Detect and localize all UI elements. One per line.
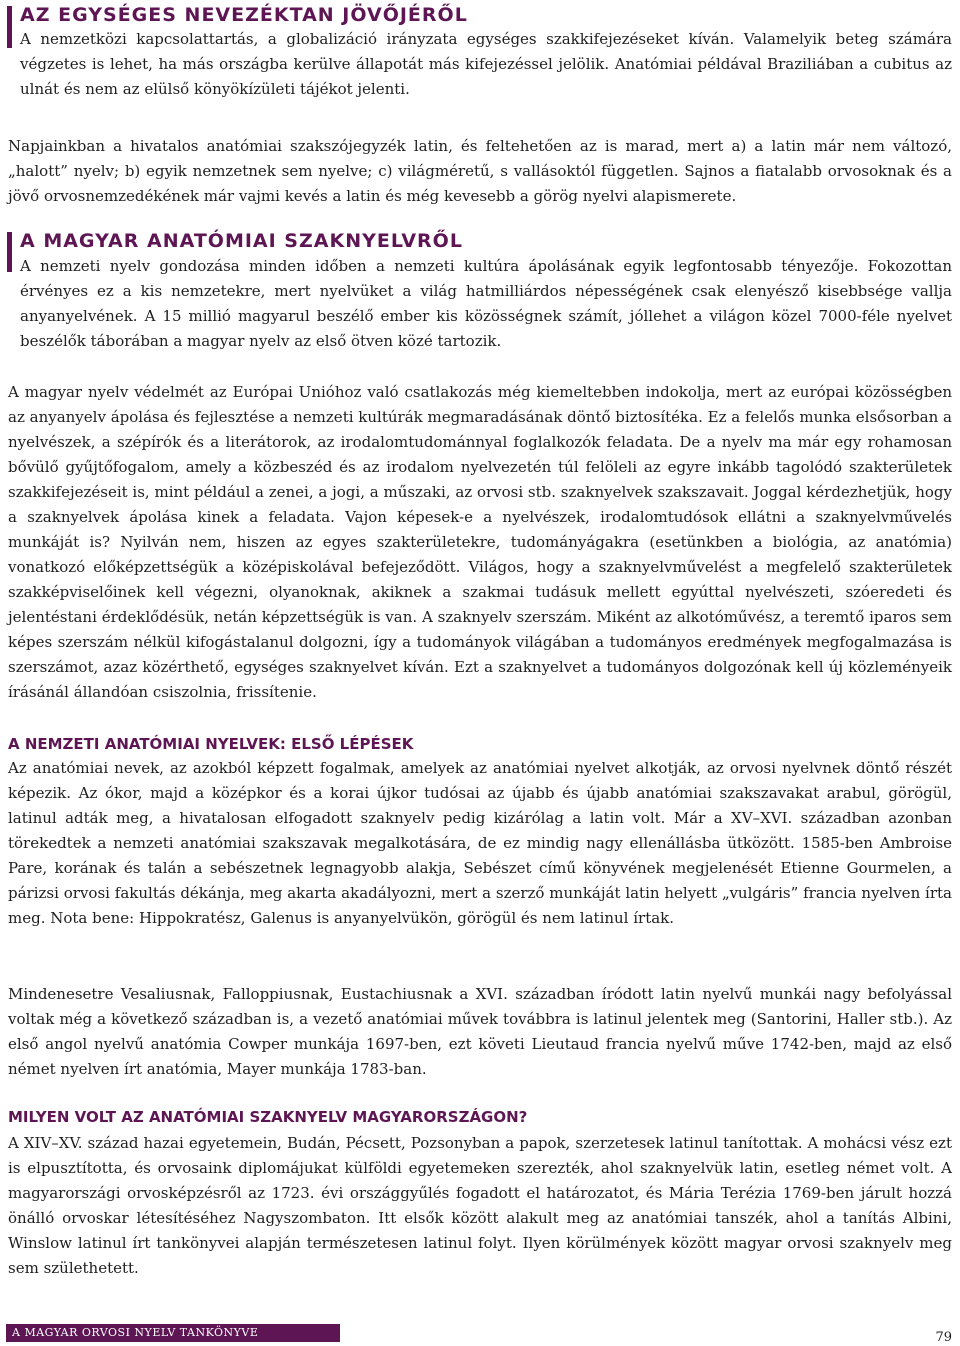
section-heading-4: MILYEN VOLT AZ ANATÓMIAI SZAKNYELV MAGYARORSZÁGON? bbox=[8, 1108, 528, 1126]
section-1-text-2 bbox=[8, 134, 952, 209]
paragraph: A XIV–XV. század hazai egyetemein, Budán, Pécsett, Pozsonyban a papok, szerzetesek latinul tanítottak. A mohácsi vész ezt is elpusztította, és orvosaink diplomájukat külföldi egyetemeken szerezték, ahol szaknyelvük latin, esetleg német volt. A magyarországi orvosképzésről az 1723. évi országgyűlés fogadott el határozatot, és Mária Terézia 1769-ben járult hozzá önálló orvoskar létesítéséhez Nagyszombaton. Itt elsők között alakult meg az anatómiai tanszék, ahol a tanítás Albini, Winslow latinul írt tankönyvei alapján természetesen latinul folyt. Ilyen körülmények között magyar orvosi szaknyelv meg sem születhetett. bbox=[8, 1134, 952, 1277]
footer-book-title: A MAGYAR ORVOSI NYELV TANKÖNYVE bbox=[6, 1324, 340, 1342]
paragraph: A magyar nyelv védelmét az Európai Unióhoz való csatlakozás még kiemeltebben indokolja, mert az európai közösségben az anyanyelv ápolása és fejlesztése a nemzeti kultúrák megmaradásának döntő biztosítéka. Ez a felelős munka elsősorban a nyelvészek, a szépírók és a literátorok, az irodalomtudománnyal foglalkozók feladata. De a nyelv ma már egy rohamosan bővülő gyűjtőfogalom, amely a közbeszéd és az irodalom nyelvezetén túl felöleli az egyre inkább tagolódó szakterületek szakkifejezéseit is, mint például a zenei, a jogi, a műszaki, az orvosi stb. szaknyelvek szakszavait. Joggal kérdezhetjük, hogy a szaknyelvek ápolása kinek a feladata. Vajon képesek-e a nyelvészek, irodalomtudósok ellátni a szaknyelvművelés munkáját is? Nyilván nem, hiszen az egyes szakterületekre, tudományágakra (esetünkben a biológia, az anatómia) vonatkozó előképzettségük a középiskolával befejeződött. Világos, hogy a szaknyelvművelést a megfelelő szakterületek szakképviselőinek kell végezni, olyanoknak, akiknek a szakmai tudásuk mellett egyúttal nyelvészeti, szóeredeti és jelentéstani érdeklődésük, netán képzettségük is van. A szaknyelv szerszám. Miként az alkotóművész, a teremtő iparos sem képes szerszám nélkül kifogástalanul dolgozni, így a tudományok világában a tudományos eredmények megfogalmazása is szerszámot, azaz közérthető, egységes szaknyelvet kíván. Ezt a szaknyelvet a tudományos dolgozónak kell új közleményeik írásánál állandóan csiszolnia, frissítenie. bbox=[8, 383, 952, 701]
page-number: 79 bbox=[935, 1330, 952, 1345]
section-3-text bbox=[8, 756, 952, 931]
section-heading-3: A NEMZETI ANATÓMIAI NYELVEK: ELSŐ LÉPÉSEK bbox=[8, 735, 414, 753]
section-heading-1: AZ EGYSÉGES NEVEZÉKTAN JÖVŐJÉRŐL bbox=[20, 4, 468, 26]
paragraph: Az anatómiai nevek, az azokból képzett fogalmak, amelyek az anatómiai nyelvet alkotják, az orvosi nyelvnek döntő részét képezik. Az ókor, majd a középkor és a korai újkor tudósai az újabb és újabb anatómiai szakszavakat arabul, görögül, latinul adták meg, a hivatalosan elfogadott szaknyelv pedig kizárólag a latin volt. Már a XV–XVI. században azonban törekedtek a nemzeti anatómiai szakszavak megalkotására, de ez mindig nagy ellenállásba ütközött. 1585-ben Ambroise Pare, korának és talán a sebészetnek legnagyobb alakja, Sebészet című könyvének megjelenését Etienne Gourmelen, a párizsi orvosi fakultás dékánja, meg akarta akadályozni, mert a szerző munkáját latin helyett „vulgáris” francia nyelven írta meg. Nota bene: Hippokratész, Galenus is anyanyelvükön, görögül és nem latinul írtak. bbox=[8, 759, 952, 927]
section-2-text bbox=[20, 254, 952, 354]
section-2-text-2 bbox=[8, 380, 952, 705]
heading-accent-bar bbox=[7, 232, 12, 272]
section-4-text bbox=[8, 1131, 952, 1281]
paragraph: Napjainkban a hivatalos anatómiai szakszójegyzék latin, és feltehetően az is marad, mert a) a latin már nem változó, „halott” nyelv; b) egyik nemzetnek sem nyelve; c) világméretű, s vallásoktól független. Sajnos a fiatalabb orvosoknak és a jövő orvosnemzedékének már vajmi kevés a latin és még kevesebb a görög nyelvi alapismerete. bbox=[8, 137, 952, 205]
paragraph: A nemzetközi kapcsolattartás, a globalizáció irányzata egységes szakkifejezéseket kíván. Valamelyik beteg számára végzetes is lehet, ha más országba kerülve állapotát más kifejezéssel jelölik. Anatómiai példával Braziliában a cubitus az ulnát és nem az elülső könyökízületi tájékot jelenti. bbox=[20, 30, 952, 98]
section-heading-2: A MAGYAR ANATÓMIAI SZAKNYELVRŐL bbox=[20, 230, 463, 252]
section-3-text-2 bbox=[8, 982, 952, 1082]
heading-accent-bar bbox=[7, 6, 12, 48]
section-1-text bbox=[20, 27, 952, 102]
paragraph: Mindenesetre Vesaliusnak, Falloppiusnak, Eustachiusnak a XVI. században íródott latin nyelvű munkái nagy befolyással voltak még a következő században is, a vezető anatómiai művek továbbra is latinul jelentek meg (Santorini, Haller stb.). Az első angol nyelvű anatómia Cowper munkája 1697-ben, ezt követi Lieutaud francia nyelvű műve 1742-ben, majd az első német nyelven írt anatómia, Mayer munkája 1783-ban. bbox=[8, 985, 952, 1078]
paragraph: A nemzeti nyelv gondozása minden időben a nemzeti kultúra ápolásának egyik legfontosabb tényezője. Fokozottan érvényes ez a kis nemzetekre, mert nyelvüket a világ hatmilliárdos népességének csak elenyésző kisebbsége vallja anyanyelvének. A 15 millió magyarul beszélő ember kis közösségnek számít, jóllehet a világon közel 7000-féle nyelvet beszélők táborában a magyar nyelv az első ötven közé tartozik. bbox=[20, 257, 952, 350]
